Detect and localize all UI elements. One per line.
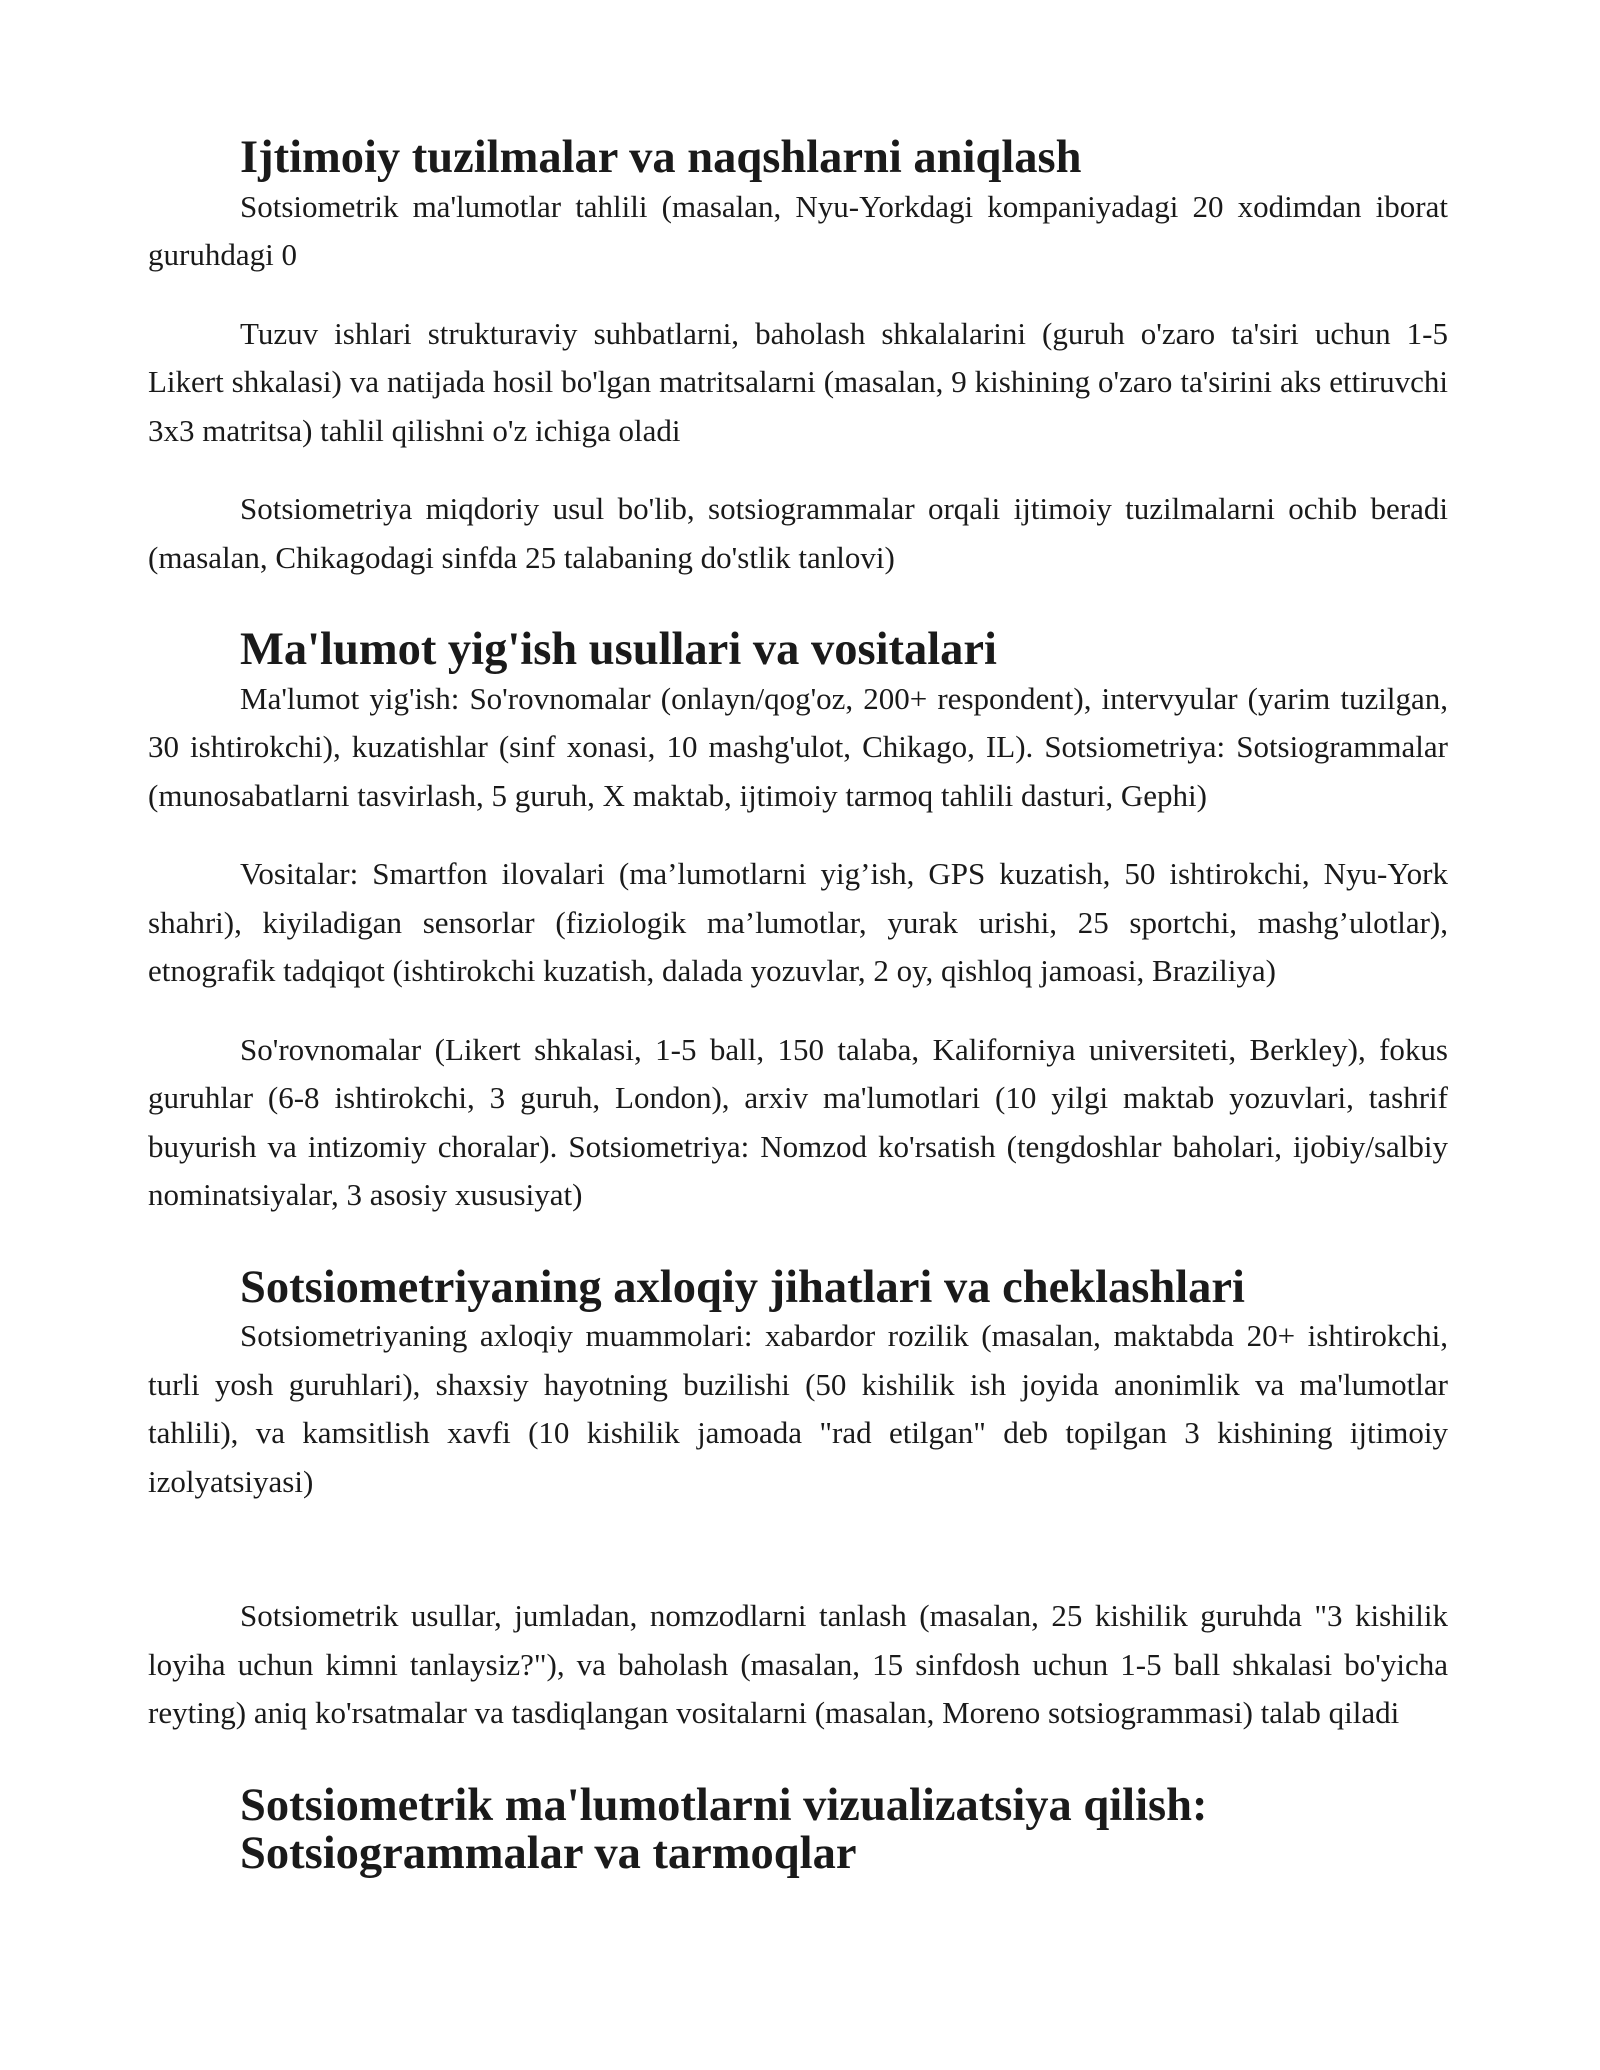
section-heading-4: Sotsiometrik ma'lumotlarni vizualizatsiya qilish: Sotsiogrammalar va tarmoqlar — [240, 1779, 1208, 1879]
paragraph-2-1: Ma'lumot yig'ish: So'rovnomalar (onlayn/qog'oz, 200+ respondent), intervyular (yarim tuzilgan, 30 ishtirokchi), kuzatishlar (sinf xonasi, 10 mashg'ulot, Chikago, IL). Sotsiometriya: Sotsiogrammalar (munosabatlarni tasvirlash, 5 guruh, X maktab, ijtimoiy tarmoq tahlili dasturi, Gephi) — [148, 680, 1448, 813]
paragraph-3-2: Sotsiometrik usullar, jumladan, nomzodlarni tanlash (masalan, 25 kishilik guruhda "3 kishilik loyiha uchun kimni tanlaysiz?"), va baholash (masalan, 15 sinfdosh uchun 1-5 ball shkalasi bo'yicha reyting) aniq ko'rsatmalar va tasdiqlangan vositalarni (masalan, Moreno sotsiogrammasi) talab qiladi — [148, 1598, 1448, 1730]
section-heading-2: Ma'lumot yig'ish usullari va vositalari — [240, 624, 997, 675]
paragraph-2-3: So'rovnomalar (Likert shkalasi, 1-5 ball, 150 talaba, Kaliforniya universiteti, Berkley), fokus guruhlar (6-8 ishtirokchi, 3 guruh, London), arxiv ma'lumotlari (10 yilgi maktab yozuvlari, tashrif buyurish va intizomiy choralar). Sotsiometriya: Nomzod ko'rsatish (tengdoshlar baholari, ijobiy/salbiy nominatsiyalar, 3 asosiy xususiyat) — [148, 1031, 1448, 1212]
section-heading-3: Sotsiometriyaning axloqiy jihatlari va cheklashlari — [240, 1261, 1245, 1313]
section-heading-1: Ijtimoiy tuzilmalar va naqshlarni aniqlash — [240, 132, 1082, 183]
paragraph-1-3: Sotsiometriya miqdoriy usul bo'lib, sotsiogrammalar orqali ijtimoiy tuzilmalarni ochib beradi (masalan, Chikagodagi sinfda 25 talabaning do'stlik tanlovi) — [148, 491, 1448, 575]
paragraph-3-1: Sotsiometriyaning axloqiy muammolari: xabardor rozilik (masalan, maktabda 20+ ishtirokchi, turli yosh guruhlari), shaxsiy hayotning buzilishi (50 kishilik ish joyida anonimlik va ma'lumotlar tahlili), va kamsitlish xavfi (10 kishilik jamoada "rad etilgan" deb topilgan 3 kishining ijtimoiy izolyatsiyasi) — [148, 1318, 1448, 1499]
paragraph-1-1: Sotsiometrik ma'lumotlar tahlili (masalan, Nyu-Yorkdagi kompaniyadagi 20 xodimdan iborat guruhdagi 0 — [148, 188, 1448, 272]
paragraph-1-2: Tuzuv ishlari strukturaviy suhbatlarni, baholash shkalalarini (guruh o'zaro ta'siri uchun 1-5 Likert shkalasi) va natijada hosil bo'lgan matritsalarni (masalan, 9 kishining o'zaro ta'sirini aks ettiruvchi 3x3 matritsa) tahlil qilishni o'z ichiga oladi — [148, 315, 1448, 448]
document-page — [148, 134, 1448, 1879]
paragraph-2-2: Vositalar: Smartfon ilovalari (ma’lumotlarni yig’ish, GPS kuzatish, 50 ishtirokchi, Nyu-York shahri), kiyiladigan sensorlar (fiziologik ma’lumotlar, yurak urishi, 25 sportchi, mashg’ulotlar), etnografik tadqiqot (ishtirokchi kuzatish, dalada yozuvlar, 2 oy, qishloq jamoasi, Braziliya) — [148, 856, 1448, 988]
